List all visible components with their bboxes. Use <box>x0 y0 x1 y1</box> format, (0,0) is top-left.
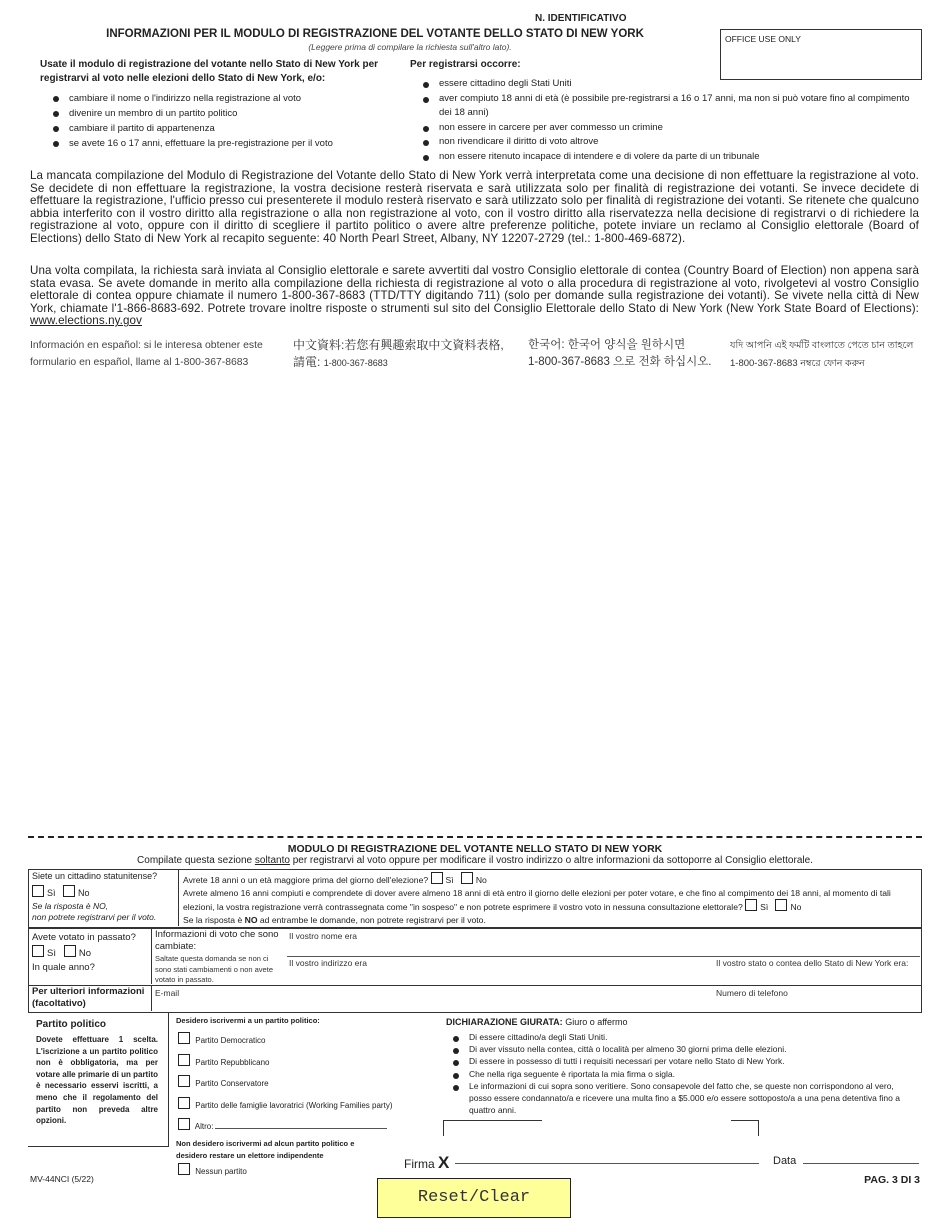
usage-heading: Usate il modulo di registrazione del votante nello Stato di New York per registrarvi al voto nelle elezioni dello Stato di New York, e/o: <box>40 59 379 84</box>
list-item: essere cittadino degli Stati Uniti <box>422 77 910 92</box>
age-yes-checkbox[interactable] <box>431 872 443 884</box>
party-option-label: Nessun partito <box>195 1167 247 1176</box>
age-question-block <box>183 872 916 926</box>
age-note-text: ad entrambe le domande, non potrete registrarvi per il voto. <box>257 914 486 925</box>
party-other-checkbox[interactable] <box>178 1118 190 1130</box>
chinese-info <box>293 337 525 372</box>
form-subtitle-text: Compilate questa sezione <box>137 855 255 866</box>
privacy-paragraph: La mancata compilazione del Modulo di Registrazione del Votante dello Stato di New York verrà interpretata come una decisione di non effettuare la registrazione al voto. Se decidete di non effettuare la registrazione, la vostra decisione resterà riservata e sarà utilizzata solo per finalità di registrazione dei votanti. Se invece decidete di effettuare la registrazione, l'ufficio presso cui presenterete il modulo resterà riservato e sarà utilizzato solo per finalità di registrazione dei votanti. Se ritenete che qualcuno abbia interferito con il vostro diritto alla registrazione o alla non registrazione al voto, con il vostro diritto alla riservatezza nella decisione di registrarvi o di richiedere la registrazione al voto, oppure con il diritto di scegliere il partito politico o avere altre preferenze politiche, potete inviare un reclamo al Consiglio elettorale (Board of Elections) dello Stato di New York al recapito seguente: 40 North Pearl Street, Albany, NY 12207-2729 (tel.: 1-800-469-6872). <box>30 169 919 245</box>
previous-state-label: Il vostro stato o contea dello Stato di New York era: <box>716 958 909 968</box>
form-subtitle <box>28 855 922 866</box>
party-option-label: Partito Democratico <box>195 1036 266 1045</box>
chinese-phone: 1-800-367-8683 <box>323 358 388 368</box>
spanish-info <box>30 337 292 371</box>
korean-line: 한국어: 한국어 양식을 원하시면 <box>528 339 686 351</box>
divider <box>178 870 179 926</box>
party-option-label: Partito Conservatore <box>195 1079 269 1088</box>
date-label: Data <box>773 1155 797 1167</box>
voted-no-checkbox[interactable] <box>64 945 76 957</box>
previous-address-label: Il vostro indirizzo era <box>289 958 367 968</box>
party-want-label: Desidero iscrivermi a un partito politico: <box>176 1016 320 1025</box>
party-conservative-checkbox[interactable] <box>178 1075 190 1087</box>
requirements-block <box>410 58 910 164</box>
age-note-text: Se la risposta è <box>183 914 245 925</box>
page-title: INFORMAZIONI PER IL MODULO DI REGISTRAZIONE DEL VOTANTE DELLO STATO DI NEW YORK <box>106 28 644 40</box>
party-option-label: Partito Repubblicano <box>195 1057 270 1067</box>
list-item: Le informazioni di cui sopra sono veritiere. Sono consapevole del fatto che, se queste non corrispondono al vero, posso essere condannato/a e ricevere una multa fino a $5.000 e/o essere sottoposto/a a una pena detentiva fino a quattro anni. <box>452 1080 917 1117</box>
divider <box>151 986 152 1011</box>
checkbox-label: Sì <box>47 948 56 959</box>
party-options <box>178 1030 392 1138</box>
submission-text: Una volta compilata, la richiesta sarà inviata al Consiglio elettorale e sarete avvertiti dal vostro Consiglio elettorale di contea (Country Board of Election) non appena sarà stata evasa. Se avete domande in merito alla compilazione della richiesta di registrazione al voto o alla procedura di registrazione al voto, rivolgetevi al vostro Consiglio elettorale di contea oppure chiamate il numero 1-800-367-8683 (TTD/TTY digitando 711) (solo per domande sulla registrazione dei votanti). Se vivete nella città di New York, chiamate l'1-866-8683-692. Potrete trovare inoltre risposte o strumenti sul sito del Consiglio Elettorale dello Stato di New York (New York State Board of Elections): <box>30 264 919 315</box>
list-item: divenire un membro di un partito politico <box>52 106 395 121</box>
list-item: non rivendicare il diritto di voto altrove <box>422 135 910 150</box>
age2-no-checkbox[interactable] <box>775 899 787 911</box>
page-subtitle: (Leggere prima di compilare la richiesta sull'altro lato). <box>308 42 512 52</box>
list-item: se avete 16 o 17 anni, effettuare la pre-registrazione per il voto <box>52 136 395 151</box>
form-subtitle-emphasis: soltanto <box>254 855 290 866</box>
requirements-heading: Per registrarsi occorre: <box>410 59 521 70</box>
korean-info <box>528 337 728 371</box>
checkbox-label: Sì <box>47 887 56 898</box>
cut-line <box>28 836 922 838</box>
korean-line: 1-800-367-8683 으로 전화 하십시오. <box>528 356 712 368</box>
age2-yes-checkbox[interactable] <box>745 899 757 911</box>
phone-label: Numero di telefono <box>716 988 788 998</box>
id-number-label: N. IDENTIFICATIVO <box>535 13 627 24</box>
form-title: MODULO DI REGISTRAZIONE DEL VOTANTE NELLO STATO DI NEW YORK <box>287 843 663 855</box>
oath-title: DICHIARAZIONE GIURATA: <box>446 1017 563 1027</box>
age-question-2: Avrete almeno 16 anni compiuti e comprendete di dover avere almeno 18 anni di età entro il giorno delle elezioni per poter votare, e che fino al compimento dei 18 anni, al momento di tali elezioni, la vostra registrazione verrà contrassegnata come "in sospeso" e non potrete esprimere il vostro voto in nessuna consultazione elettorale? <box>183 887 891 912</box>
age-note <box>183 914 916 927</box>
list-item: Di essere in possesso di tutti i requisiti necessari per votare nello Stato di New York. <box>452 1055 917 1067</box>
citizen-note-line: non potrete registrarvi per il voto. <box>32 912 157 922</box>
checkbox-label: No <box>790 902 802 912</box>
oath-list <box>452 1031 917 1116</box>
signature-box-corner <box>443 1120 542 1136</box>
list-item: Che nella riga seguente è riportata la mia firma o sigla. <box>452 1068 917 1080</box>
citizen-note <box>32 901 176 923</box>
chinese-line: 請電: <box>293 355 321 369</box>
list-item: non essere ritenuto incapace di intendere e di volere da parte di un tribunale <box>422 150 910 165</box>
phone-field[interactable] <box>716 998 916 1010</box>
usage-list <box>52 91 395 151</box>
requirements-list <box>422 77 910 164</box>
bengali-line: 1-800-367-8683 নম্বরে ফোন করুন <box>730 358 865 369</box>
changed-info-block <box>155 929 283 986</box>
voted-year-label: In quale anno? <box>32 962 95 973</box>
oath-subtitle: Giuro o affermo <box>565 1017 628 1027</box>
no-party-checkbox[interactable] <box>178 1163 190 1175</box>
bengali-line: যদি আপনি এই ফর্মটি বাংলাতে পেতে চান তাহলে <box>730 340 914 351</box>
elections-website-link[interactable]: www.elections.ny.gov <box>30 314 142 328</box>
usage-block <box>40 58 395 151</box>
party-option-label: Partito delle famiglie lavoratrici (Working Families party) <box>195 1100 393 1110</box>
voted-question: Avete votato in passato? <box>32 932 136 943</box>
previous-state-field[interactable] <box>716 968 916 982</box>
divider <box>151 929 152 984</box>
list-item: cambiare il partito di appartenenza <box>52 121 395 136</box>
party-democratic-checkbox[interactable] <box>178 1032 190 1044</box>
signature-text: Firma <box>404 1157 435 1171</box>
changed-info-note: Saltate questa domanda se non ci sono stati cambiamenti o non avete votato in passato. <box>155 954 273 984</box>
party-working-families-checkbox[interactable] <box>178 1097 190 1109</box>
spanish-line: Información en español: si le interesa obtener este <box>30 340 263 351</box>
spanish-line: formulario en español, llame al 1-800-367-8683 <box>30 357 249 368</box>
no-party-option <box>178 1163 247 1176</box>
signature-field[interactable] <box>455 1163 759 1164</box>
list-item: Di essere cittadino/a degli Stati Uniti. <box>452 1031 917 1043</box>
party-title: Partito politico <box>36 1019 106 1030</box>
citizen-yes-checkbox[interactable] <box>32 885 44 897</box>
voted-yes-checkbox[interactable] <box>32 945 44 957</box>
chinese-line: 中文資料:若您有興趣索取中文資料表格, <box>293 338 504 352</box>
checkbox-label: Sì <box>445 875 454 885</box>
list-item: aver compiuto 18 anni di età (è possibile pre-registrarsi a 16 o 17 anni, ma non si può votare fino al compimento dei 18 anni) <box>422 92 910 121</box>
signature-label <box>404 1153 449 1173</box>
age-no-checkbox[interactable] <box>461 872 473 884</box>
age-note-emphasis: NO <box>244 914 258 925</box>
citizen-question-block <box>32 871 176 923</box>
citizen-question: Siete un cittadino statunitense? <box>32 871 158 881</box>
previous-address-field[interactable] <box>290 968 710 982</box>
citizen-no-checkbox[interactable] <box>63 885 75 897</box>
citizen-note-line: Se la risposta è NO, <box>32 901 109 911</box>
submission-paragraph <box>30 265 919 328</box>
oath-title-block <box>446 1017 628 1027</box>
list-item: Di aver vissuto nella contea, città o località per almeno 30 giorni prima delle elezioni. <box>452 1043 917 1055</box>
checkbox-label: No <box>78 887 90 898</box>
signature-x-mark: X <box>438 1153 450 1172</box>
party-option-label: Altro: <box>194 1122 214 1131</box>
email-field[interactable] <box>190 987 710 1009</box>
party-other-field[interactable] <box>215 1128 387 1129</box>
party-note: Dovete effettuare 1 scelta. L'iscrizione a un partito politico non è obbligatoria, ma per votare alle primarie di un partito è necessario esservi iscritti, a meno che il regolamento del partito non preveda altre opzioni. <box>36 1035 158 1126</box>
previous-name-label: Il vostro nome era <box>289 931 358 941</box>
signature-box-corner <box>731 1120 759 1136</box>
reset-clear-button[interactable]: Reset/Clear <box>377 1178 571 1218</box>
previous-name-field[interactable] <box>287 956 920 957</box>
email-label: E-mail <box>155 988 180 998</box>
office-use-label: OFFICE USE ONLY <box>725 34 801 44</box>
more-info-label: Per ulteriori informazioni (facoltativo) <box>32 986 145 1009</box>
party-republican-checkbox[interactable] <box>178 1054 190 1066</box>
list-item: cambiare il nome o l'indirizzo nella registrazione al voto <box>52 91 395 106</box>
checkbox-label: Sì <box>760 902 769 912</box>
checkbox-label: No <box>475 875 487 885</box>
form-subtitle-text: per registrarvi al voto oppure per modificare il vostro indirizzo o altre informazioni da sottoporre al Consiglio elettorale. <box>289 855 813 866</box>
checkbox-label: No <box>78 948 92 959</box>
form-code: MV-44NCI (5/22) <box>30 1174 94 1184</box>
voted-question-block <box>32 931 150 974</box>
list-item: non essere in carcere per aver commesso un crimine <box>422 121 910 136</box>
age-question: Avrete 18 anni o un età maggiore prima del giorno dell'elezione? <box>183 875 429 885</box>
date-field[interactable] <box>803 1163 919 1164</box>
page-number: PAG. 3 DI 3 <box>864 1174 920 1186</box>
changed-info-label: Informazioni di voto che sono cambiate: <box>155 929 279 952</box>
no-party-label: Non desidero iscrivermi ad alcun partito politico e desidero restare un elettore indipendente <box>176 1139 355 1160</box>
bengali-info <box>730 337 925 373</box>
